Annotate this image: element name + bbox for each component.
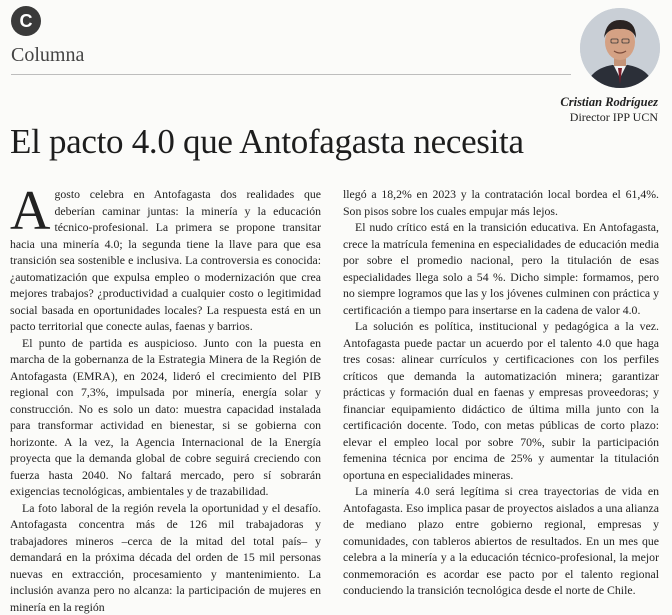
author-name: Cristian Rodríguez: [560, 95, 658, 110]
paragraph: El punto de partida es auspicioso. Junto con la puesta en marcha de la gobernanza de la Estrategia Minera de la Región de Antofagasta (EMRA), en 2024, lideró el crecimiento del PIB regional con 7,3%, impulsada por minería, energía solar y construcción. No es solo un dato: muestra capacidad instalada para transformar actividad en bienestar, si se gobierna con horizonte. A la vez, la Agencia Internacional de la Energía proyecta que la demanda global de cobre seguirá creciendo con fuerza hasta 2040. No faltará mercado, pero sí sobrarán exigencias tecnológicas, ambientales y de trazabilidad.: [10, 335, 321, 500]
paragraph: El nudo crítico está en la transición educativa. En Antofagasta, crece la matrícula femenina en especialidades de educación media por sobre el promedio nacional, pero la titulación de esas especialidades llega solo a 54 %. Dicho simple: formamos, pero no siempre logramos que las y los jóvenes culminen con práctica y certificación a tiempo para insertarse en la cadena de valor 4.0.: [343, 219, 659, 318]
header-divider: [11, 74, 571, 75]
paragraph: La solución es política, institucional y pedagógica a la vez. Antofagasta puede pactar un acuerdo por el talento 4.0 que haga tres cosas: alinear currículos y certificaciones con los perfiles críticos que demanda la automatización minera; garantizar prácticas y formación dual en faenas y empresas proveedoras; y financiar equipamiento didáctico de última milla junto con la certificación docente. Todo, con metas públicas de corto plazo: elevar el empleo local por sobre 70%, subir la participación femenina técnica por encima de 25% y aumentar la titulación oportuna en especialidades mineras.: [343, 318, 659, 483]
article-headline: El pacto 4.0 que Antofagasta necesita: [10, 122, 524, 162]
paragraph: [10, 186, 321, 335]
author-byline: [560, 95, 658, 125]
dropcap: A: [10, 188, 50, 234]
article-column-1: [10, 186, 321, 615]
paragraph: La minería 4.0 será legítima si crea trayectorias de vida en Antofagasta. Eso implica pasar de proyectos aislados a una alianza de mediano plazo entre gobierno regional, empresas y comunidades, con tableros abiertos de resultados. En un mes que celebra a la minería y a la educación técnico-profesional, la mejor conmemoración es acordar ese pacto por el talento regional conduciendo la transición tecnológica desde el norte de Chile.: [343, 483, 659, 599]
author-photo: [580, 8, 660, 88]
article-column-2: [343, 186, 659, 599]
badge-letter: C: [20, 11, 33, 32]
author-portrait-image: [580, 8, 660, 88]
paragraph-text: gosto celebra en Antofagasta dos realidades que deberían caminar juntas: la minería y la educación técnico-profesional. La primera se propone transitar hacia una minería 4.0; la segunda tiene la llave para que esa transición sea sostenible e inclusiva. La controversia es conocida: ¿automatización que expulsa empleo o modernización que crea mejores trabajos? ¿productividad a cualquier costo o legitimidad social basada en oportunidades locales? La respuesta está en un pacto territorial que conecte aulas, faenas y barrios.: [10, 187, 321, 333]
section-label: Columna: [11, 44, 84, 67]
paragraph: llegó a 18,2% en 2023 y la contratación local bordea el 61,4%. Son pisos sobre los cuales empujar más lejos.: [343, 186, 659, 219]
author-role: Director IPP UCN: [560, 110, 658, 125]
paragraph: La foto laboral de la región revela la oportunidad y el desafío. Antofagasta concentra más de 126 mil trabajadoras y trabajadores mineros –cerca de la mitad del total país– y demandará en la próxima década del orden de 15 mil personas nuevas en extracción, procesamiento y mantenimiento. La inclusión avanza pero no alcanza: la participación de mujeres en minería en la región: [10, 500, 321, 615]
column-badge: [11, 6, 41, 36]
